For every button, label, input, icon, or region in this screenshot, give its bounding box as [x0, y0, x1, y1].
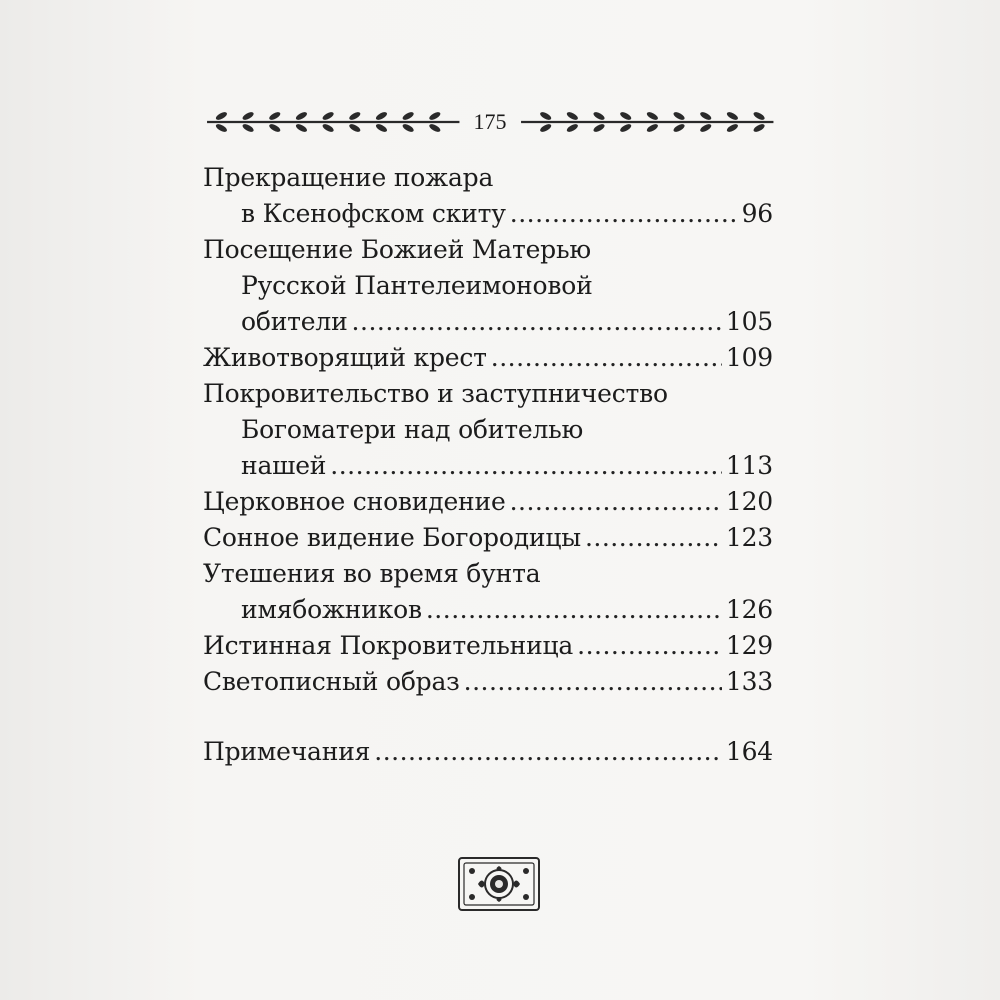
toc-entry-title: нашей [241, 451, 327, 480]
printer-mark-ornament-icon [458, 857, 540, 911]
page-number: 175 [473, 109, 507, 134]
dot-leader [510, 196, 735, 232]
toc-entry-title: имябожников [241, 595, 422, 624]
toc-page-number: 129 [725, 631, 773, 660]
toc-page-number: 120 [725, 487, 773, 516]
toc-entry-line [203, 304, 773, 340]
toc-entry-line [203, 520, 773, 556]
page-header [205, 104, 775, 140]
dot-leader [426, 592, 722, 628]
toc-page-number: 126 [725, 595, 773, 624]
toc-entry-title: Русской Пантелеимоновой [241, 271, 593, 300]
toc-page-number: 109 [725, 343, 773, 372]
dot-leader [510, 484, 722, 520]
toc-entry-title: Церковное сновидение [203, 487, 506, 516]
toc-entry-line [203, 592, 773, 628]
toc-page-number: 96 [741, 199, 773, 228]
toc-page-number: 105 [725, 307, 773, 336]
toc-entry-line [203, 484, 773, 520]
toc-page-number: 113 [725, 451, 773, 480]
toc-page-number: 133 [725, 667, 773, 696]
toc-entry-title: обители [241, 307, 348, 336]
bleed-through-line [300, 62, 760, 85]
toc-entry-line [203, 556, 773, 592]
toc-entry-title: Светописный образ [203, 667, 460, 696]
dot-leader [577, 628, 722, 664]
toc-entry-line [203, 412, 773, 448]
dot-leader [330, 448, 722, 484]
toc-page-number: 123 [725, 523, 773, 552]
toc-entry-title: Посещение Божией Матерью [203, 235, 591, 264]
toc-entry-line [203, 664, 773, 700]
toc-page-number: 164 [725, 737, 773, 766]
section-gap [203, 700, 773, 734]
right-vine-ornament-icon [519, 104, 776, 140]
toc-entry-line [203, 268, 773, 304]
toc-entry-title: Животворящий крест [203, 343, 487, 372]
table-of-contents [203, 160, 773, 770]
toc-entry-line [203, 160, 773, 196]
left-vine-ornament-icon [205, 104, 462, 140]
toc-entry-line [203, 628, 773, 664]
toc-entry-title: Прекращение пожара [203, 163, 494, 192]
toc-entry-line [203, 340, 773, 376]
toc-entry-line [203, 232, 773, 268]
toc-entry-line [203, 376, 773, 412]
toc-entry-title: Сонное видение Богородицы [203, 523, 581, 552]
toc-entry-line [203, 448, 773, 484]
dot-leader [464, 664, 722, 700]
toc-entry-title: Истинная Покровительница [203, 631, 574, 660]
dot-leader [352, 304, 722, 340]
toc-entry-title: Покровительство и заступничество [203, 379, 668, 408]
toc-entry-title: Примечания [203, 737, 371, 766]
dot-leader [491, 340, 722, 376]
toc-entry-line [203, 734, 773, 770]
dot-leader [374, 734, 722, 770]
toc-entry-title: в Ксенофском скиту [241, 199, 506, 228]
toc-entry-line [203, 196, 773, 232]
dot-leader [585, 520, 722, 556]
toc-entry-title: Утешения во время бунта [203, 559, 541, 588]
toc-entry-title: Богоматери над обителью [241, 415, 584, 444]
